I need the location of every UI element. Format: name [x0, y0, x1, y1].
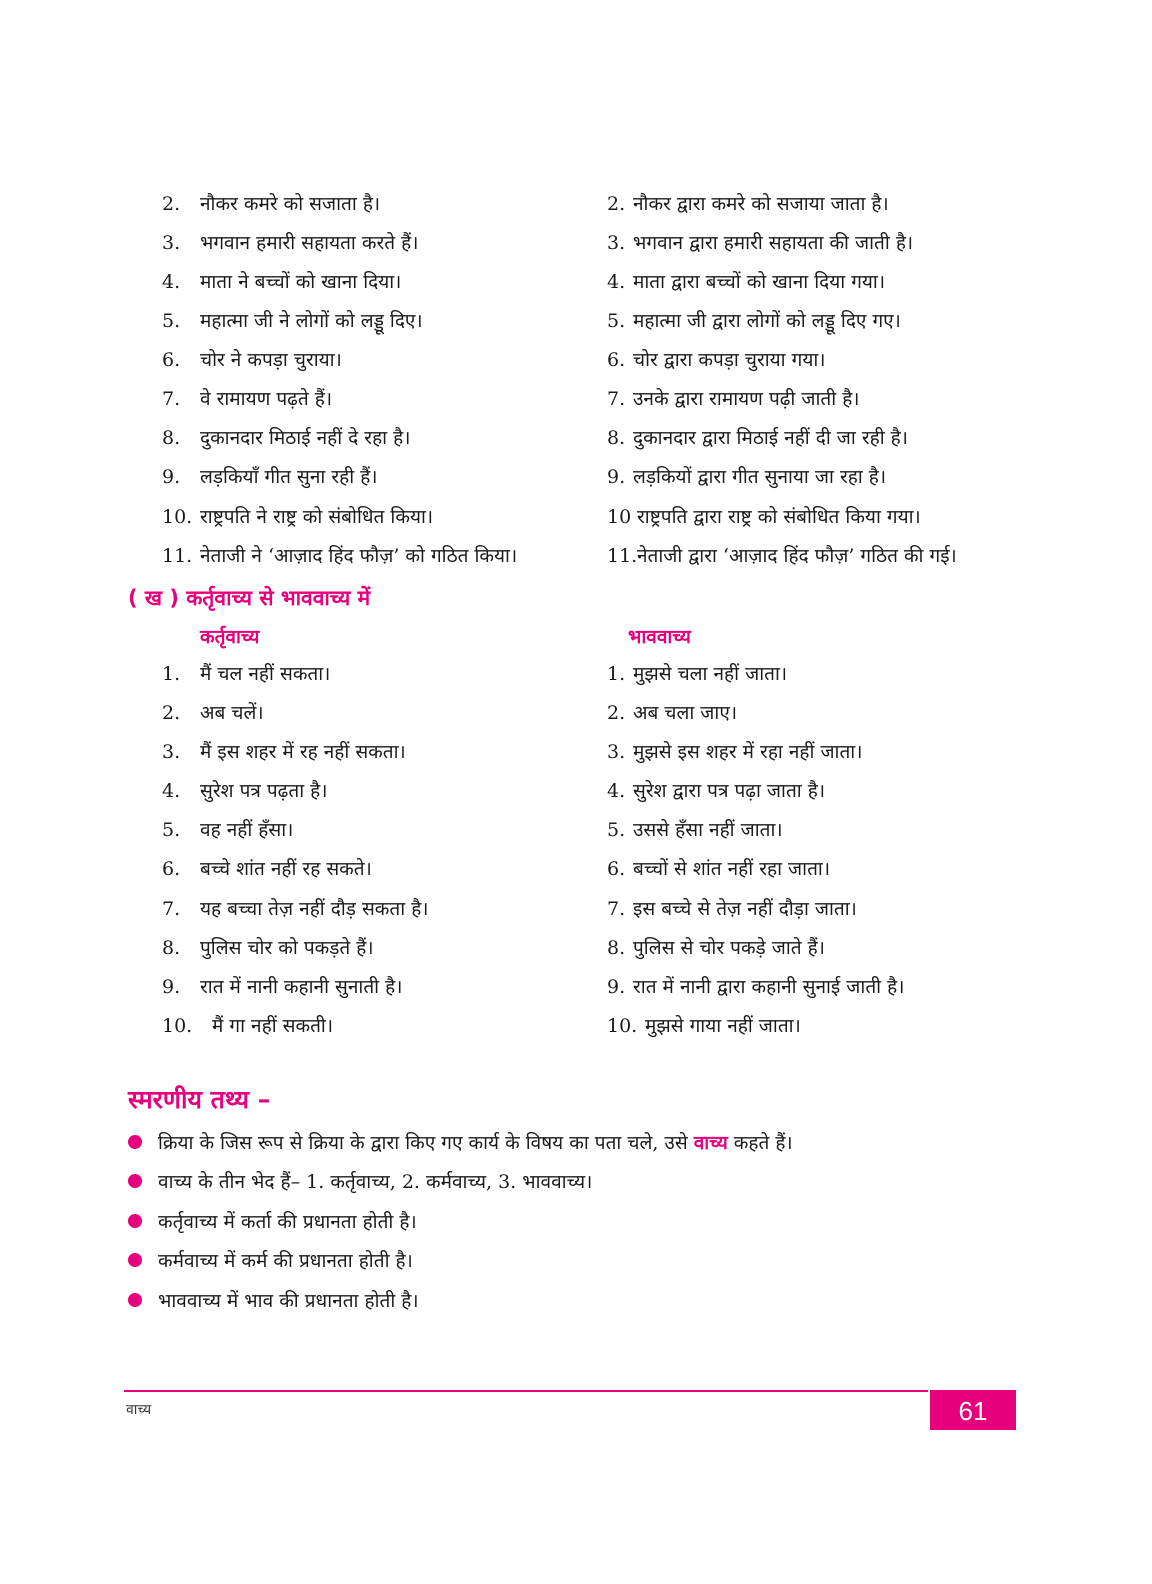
list-item: 6. चोर ने कपड़ा चुराया। — [162, 349, 342, 371]
list-item: 3. भगवान द्वारा हमारी सहायता की जाती है। — [607, 232, 914, 254]
list-item: 5. उससे हँसा नहीं जाता। — [607, 819, 783, 841]
list-item: 11.नेताजी द्वारा ‘आज़ाद हिंद फौज़’ गठित की गई। — [607, 545, 957, 567]
fact-item: वाच्य के तीन भेद हैं– 1. कर्तृवाच्य, 2. कर्मवाच्य, 3. भाववाच्य। — [128, 1168, 592, 1194]
left-column-label: कर्तृवाच्य — [200, 626, 260, 648]
list-item: 5. महात्मा जी द्वारा लोगों को लड्डू दिए गए। — [607, 310, 901, 332]
list-item: 7. वे रामायण पढ़ते हैं। — [162, 388, 333, 410]
list-item: 8. पुलिस चोर को पकड़ते हैं। — [162, 937, 374, 959]
facts-title: स्मरणीय तथ्य – — [128, 1085, 271, 1114]
section-b-heading: ( ख ) कर्तृवाच्य से भाववाच्य में — [128, 586, 371, 610]
list-item: 10. राष्ट्रपति ने राष्ट्र को संबोधित किया। — [162, 506, 434, 528]
list-item: 7. इस बच्चे से तेज़ नहीं दौड़ा जाता। — [607, 898, 857, 920]
list-item: 8. पुलिस से चोर पकड़े जाते हैं। — [607, 937, 825, 959]
bullet-icon — [128, 1293, 142, 1307]
list-item: 6. बच्चे शांत नहीं रह सकते। — [162, 858, 372, 880]
list-item: 4. सुरेश पत्र पढ़ता है। — [162, 780, 328, 802]
bullet-icon — [128, 1253, 142, 1267]
fact-item: भाववाच्य में भाव की प्रधानता होती है। — [128, 1287, 419, 1313]
list-item: 3. भगवान हमारी सहायता करते हैं। — [162, 232, 419, 254]
list-item: 2. अब चला जाए। — [607, 702, 738, 724]
list-item: 9. लड़कियाँ गीत सुना रही हैं। — [162, 466, 378, 488]
list-item: 1. मैं चल नहीं सकता। — [162, 663, 331, 685]
page-number: 61 — [930, 1390, 1016, 1430]
footer-divider — [124, 1390, 928, 1392]
list-item: 10 राष्ट्रपति द्वारा राष्ट्र को संबोधित किया गया। — [607, 506, 921, 528]
list-item: 8. दुकानदार द्वारा मिठाई नहीं दी जा रही है। — [607, 427, 908, 449]
fact-item: क्रिया के जिस रूप से क्रिया के द्वारा किए गए कार्य के विषय का पता चले, उसे वाच्य कहते हैं। — [128, 1129, 793, 1155]
bullet-icon — [128, 1174, 142, 1188]
list-item: 5. महात्मा जी ने लोगों को लड्डू दिए। — [162, 310, 423, 332]
list-item: 3. मुझसे इस शहर में रहा नहीं जाता। — [607, 741, 863, 763]
fact-item: कर्तृवाच्य में कर्ता की प्रधानता होती है। — [128, 1208, 417, 1234]
highlight-term: वाच्य — [693, 1132, 728, 1154]
chapter-name: वाच्य — [126, 1402, 152, 1418]
list-item: 7. उनके द्वारा रामायण पढ़ी जाती है। — [607, 388, 860, 410]
list-item: 6. चोर द्वारा कपड़ा चुराया गया। — [607, 349, 826, 371]
list-item: 10. मैं गा नहीं सकती। — [162, 1015, 334, 1037]
list-item: 4. माता ने बच्चों को खाना दिया। — [162, 271, 402, 293]
list-item: 11. नेताजी ने ‘आज़ाद हिंद फौज़’ को गठित किया। — [162, 545, 518, 567]
list-item: 9. लड़कियों द्वारा गीत सुनाया जा रहा है। — [607, 466, 887, 488]
list-item: 4. सुरेश द्वारा पत्र पढ़ा जाता है। — [607, 780, 826, 802]
fact-item: कर्मवाच्य में कर्म की प्रधानता होती है। — [128, 1247, 413, 1273]
list-item: 1. मुझसे चला नहीं जाता। — [607, 663, 788, 685]
list-item: 10. मुझसे गाया नहीं जाता। — [607, 1015, 801, 1037]
list-item: 2. नौकर द्वारा कमरे को सजाया जाता है। — [607, 193, 889, 215]
list-item: 2. अब चलें। — [162, 702, 264, 724]
list-item: 7. यह बच्चा तेज़ नहीं दौड़ सकता है। — [162, 898, 429, 920]
bullet-icon — [128, 1135, 142, 1149]
list-item: 9. रात में नानी द्वारा कहानी सुनाई जाती है। — [607, 976, 905, 998]
list-item: 3. मैं इस शहर में रह नहीं सकता। — [162, 741, 406, 763]
list-item: 2. नौकर कमरे को सजाता है। — [162, 193, 381, 215]
list-item: 6. बच्चों से शांत नहीं रहा जाता। — [607, 858, 831, 880]
list-item: 8. दुकानदार मिठाई नहीं दे रहा है। — [162, 427, 411, 449]
list-item: 5. वह नहीं हँसा। — [162, 819, 294, 841]
bullet-icon — [128, 1214, 142, 1228]
right-column-label: भाववाच्य — [628, 626, 691, 648]
list-item: 4. माता द्वारा बच्चों को खाना दिया गया। — [607, 271, 886, 293]
list-item: 9. रात में नानी कहानी सुनाती है। — [162, 976, 403, 998]
